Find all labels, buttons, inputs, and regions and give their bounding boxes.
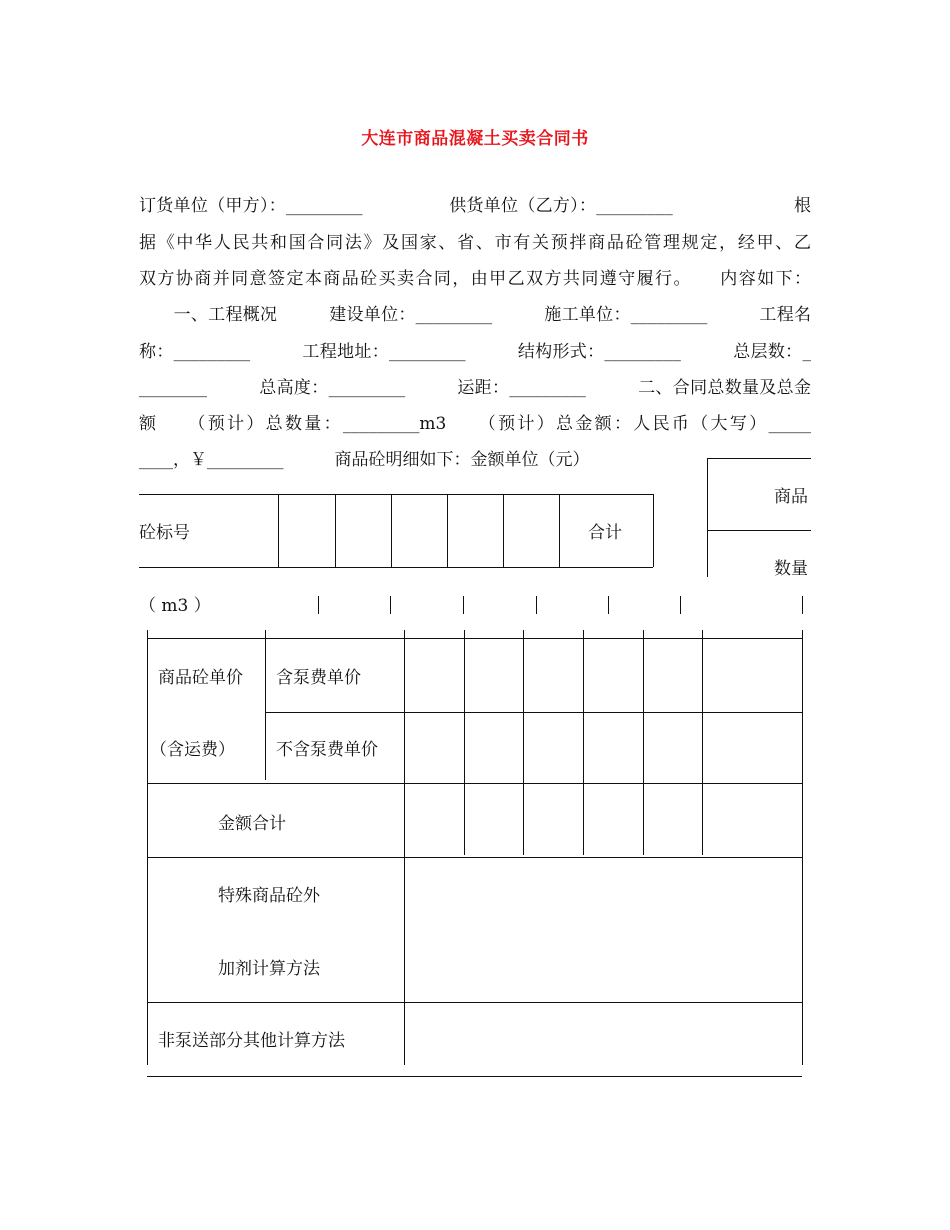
paragraph-line-4: 一、工程概况 建设单位：_________ 施工单位：_________ 工程名 (139, 305, 811, 325)
header-grade: 砼标号 (139, 523, 190, 543)
table-border (139, 494, 653, 495)
table-border (707, 530, 811, 531)
table-border (802, 596, 803, 614)
table-border (404, 630, 405, 1065)
table-border (707, 458, 811, 459)
row-amount-total: 金额合计 (218, 814, 286, 834)
table-border (447, 494, 448, 567)
table-border (139, 567, 653, 568)
table-border (147, 1076, 802, 1077)
table-border (503, 494, 504, 567)
table-border (536, 596, 537, 614)
table-border (802, 630, 803, 1065)
table-border (147, 783, 802, 784)
table-border (265, 630, 266, 780)
table-border (265, 712, 802, 713)
table-border (680, 596, 681, 614)
table-border (463, 596, 464, 614)
row-pump-price: 含泵费单价 (276, 668, 361, 688)
table-border (390, 596, 391, 614)
paragraph-line-2: 据《中华人民共和国合同法》及国家、省、市有关预拌商品砼管理规定，经甲、乙 (139, 233, 811, 253)
header-m3: （ m3 ） (139, 596, 211, 616)
paragraph-line-8: ____，￥_________ 商品砼明细如下：金额单位（元） (139, 450, 590, 470)
table-border (147, 630, 148, 1065)
table-border (318, 596, 319, 614)
row-freight: （含运费） (150, 740, 235, 760)
row-special-1: 特殊商品砼外 (218, 886, 320, 906)
table-border (147, 638, 802, 639)
paragraph-line-5: 称：_________ 工程地址：_________ 结构形式：_________ 总层数：_ (139, 342, 811, 362)
table-border (653, 494, 654, 567)
row-non-pump: 非泵送部分其他计算方法 (158, 1031, 345, 1051)
table-border (523, 630, 524, 855)
table-border (464, 630, 465, 855)
row-no-pump-price: 不含泵费单价 (276, 740, 378, 760)
row-unit-price: 商品砼单价 (158, 668, 243, 688)
header-product: 商品 (774, 487, 808, 507)
table-border (583, 630, 584, 855)
document-title: 大连市商品混凝土买卖合同书 (361, 129, 589, 149)
paragraph-line-6: ________ 总高度：_________ 运距：_________ 二、合同总数量及总金 (139, 378, 811, 398)
table-border (702, 630, 703, 855)
table-border (643, 630, 644, 855)
table-border (147, 857, 802, 858)
table-border (559, 494, 560, 567)
header-quantity: 数量 (774, 559, 808, 579)
header-total: 合计 (588, 523, 622, 543)
table-border (278, 494, 279, 567)
paragraph-line-3: 双方协商并同意签定本商品砼买卖合同，由甲乙双方共同遵守履行。 内容如下： (139, 269, 811, 289)
table-border (608, 596, 609, 614)
row-special-2: 加剂计算方法 (218, 959, 320, 979)
table-border (335, 494, 336, 567)
paragraph-line-7: 额 （预计）总数量：_________m3 （预计）总金额：人民币（大写）_____ (139, 414, 811, 434)
table-border (391, 494, 392, 567)
table-border (147, 1002, 802, 1003)
table-border (707, 458, 708, 577)
paragraph-line-1: 订货单位（甲方）：_________ 供货单位（乙方）：_________ 根 (139, 196, 811, 216)
